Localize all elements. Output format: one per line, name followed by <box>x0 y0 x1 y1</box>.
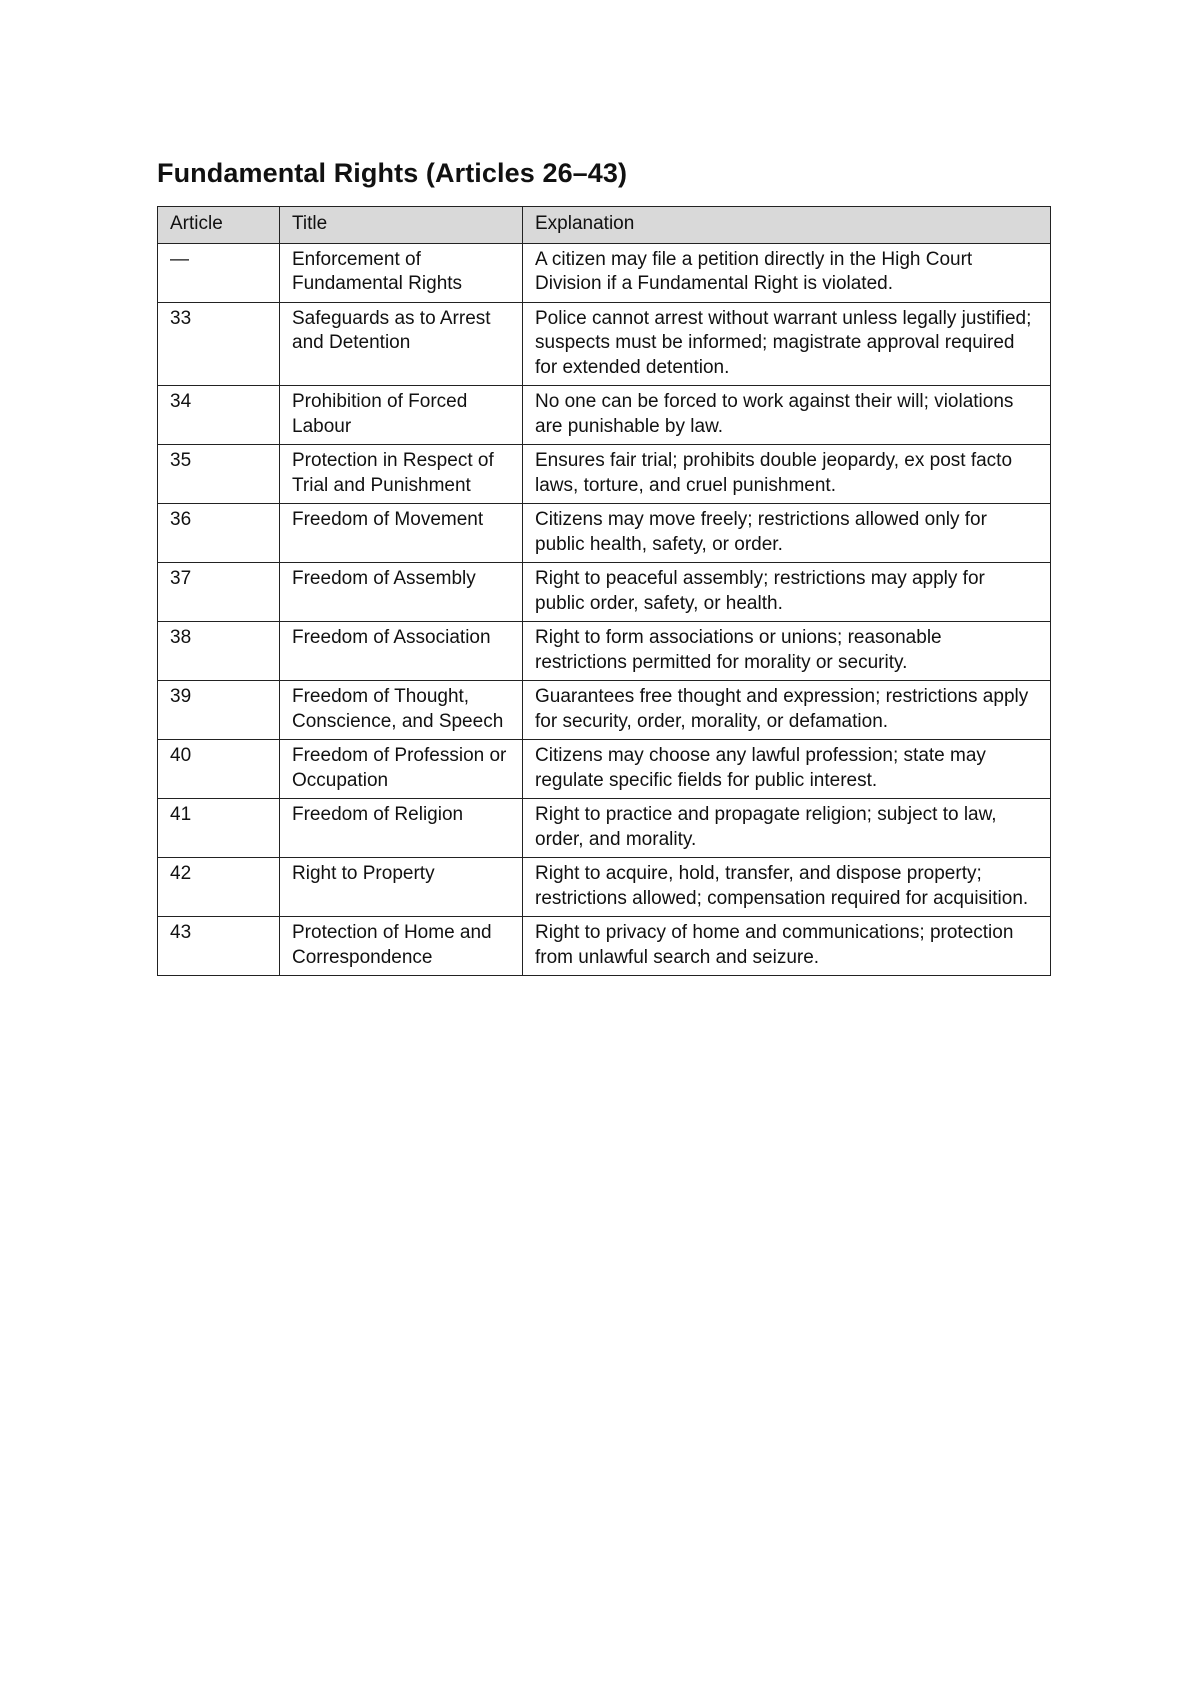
explanation-cell: Right to peaceful assembly; restrictions may apply for public order, safety, or health. <box>523 563 1051 622</box>
explanation-cell: Right to privacy of home and communications; protection from unlawful search and seizure. <box>523 917 1051 976</box>
rights-table <box>157 206 1051 976</box>
title-cell: Freedom of Association <box>280 622 523 681</box>
table-row <box>158 504 1051 563</box>
article-cell: 42 <box>158 858 280 917</box>
explanation-cell: Right to practice and propagate religion; subject to law, order, and morality. <box>523 799 1051 858</box>
title-cell: Freedom of Profession or Occupation <box>280 740 523 799</box>
page-title: Fundamental Rights (Articles 26–43) <box>157 158 628 188</box>
title-cell: Freedom of Religion <box>280 799 523 858</box>
table-row <box>158 681 1051 740</box>
table-row <box>158 622 1051 681</box>
article-cell: 39 <box>158 681 280 740</box>
table-row <box>158 858 1051 917</box>
article-cell: 40 <box>158 740 280 799</box>
table-row <box>158 243 1051 302</box>
column-header-explanation: Explanation <box>523 207 1051 244</box>
title-cell: Freedom of Movement <box>280 504 523 563</box>
column-header-title: Title <box>280 207 523 244</box>
title-cell: Freedom of Thought, Conscience, and Speech <box>280 681 523 740</box>
explanation-cell: A citizen may file a petition directly in the High Court Division if a Fundamental Right is violated. <box>523 243 1051 302</box>
title-cell: Prohibition of Forced Labour <box>280 386 523 445</box>
article-cell: 41 <box>158 799 280 858</box>
table-row <box>158 302 1051 386</box>
explanation-cell: Citizens may choose any lawful profession; state may regulate specific fields for public interest. <box>523 740 1051 799</box>
explanation-cell: Police cannot arrest without warrant unless legally justified; suspects must be informed; magistrate approval required for extended detention. <box>523 302 1051 386</box>
explanation-cell: No one can be forced to work against their will; violations are punishable by law. <box>523 386 1051 445</box>
title-cell: Protection of Home and Correspondence <box>280 917 523 976</box>
title-cell: Right to Property <box>280 858 523 917</box>
title-cell: Safeguards as to Arrest and Detention <box>280 302 523 386</box>
explanation-cell: Citizens may move freely; restrictions allowed only for public health, safety, or order. <box>523 504 1051 563</box>
article-cell: 33 <box>158 302 280 386</box>
article-cell: 38 <box>158 622 280 681</box>
article-cell: 43 <box>158 917 280 976</box>
table-row <box>158 386 1051 445</box>
title-cell: Protection in Respect of Trial and Punishment <box>280 445 523 504</box>
article-cell: 36 <box>158 504 280 563</box>
explanation-cell: Right to acquire, hold, transfer, and dispose property; restrictions allowed; compensation required for acquisition. <box>523 858 1051 917</box>
article-cell: 37 <box>158 563 280 622</box>
table-row <box>158 799 1051 858</box>
article-cell: 35 <box>158 445 280 504</box>
table-header-row <box>158 207 1051 244</box>
table-row <box>158 917 1051 976</box>
table-row <box>158 445 1051 504</box>
article-cell: 34 <box>158 386 280 445</box>
article-cell: — <box>158 243 280 302</box>
explanation-cell: Guarantees free thought and expression; restrictions apply for security, order, morality, or defamation. <box>523 681 1051 740</box>
explanation-cell: Right to form associations or unions; reasonable restrictions permitted for morality or security. <box>523 622 1051 681</box>
column-header-article: Article <box>158 207 280 244</box>
title-cell: Freedom of Assembly <box>280 563 523 622</box>
title-cell: Enforcement of Fundamental Rights <box>280 243 523 302</box>
table-row <box>158 740 1051 799</box>
explanation-cell: Ensures fair trial; prohibits double jeopardy, ex post facto laws, torture, and cruel punishment. <box>523 445 1051 504</box>
table-row <box>158 563 1051 622</box>
